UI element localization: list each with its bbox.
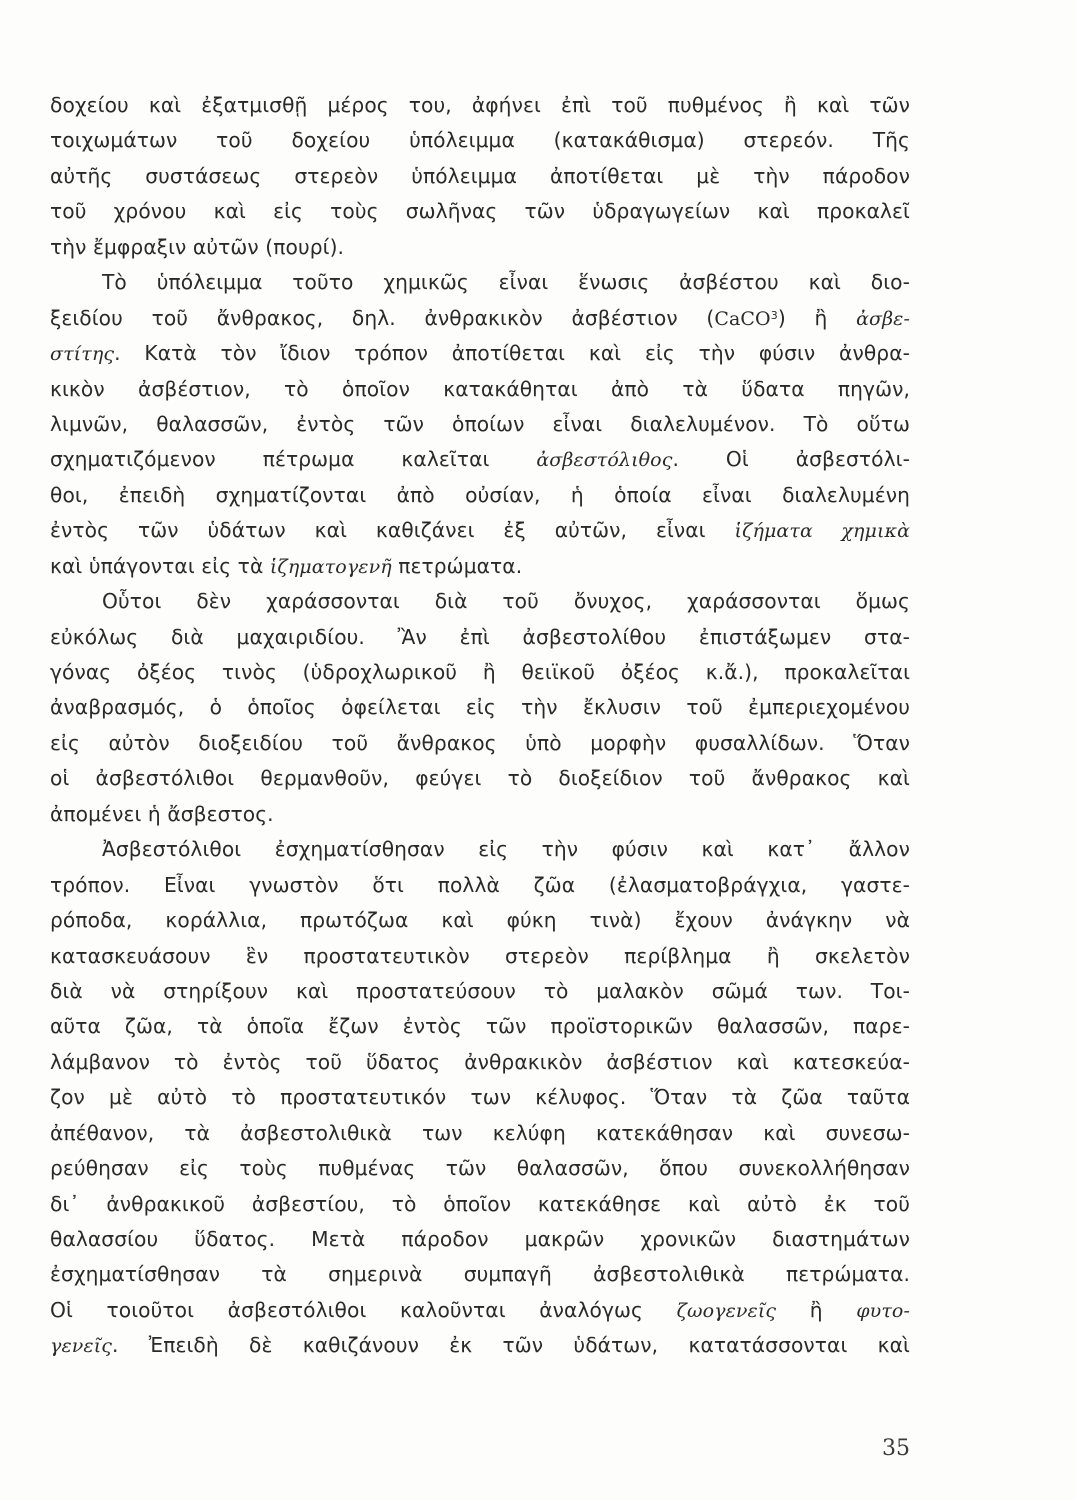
text-line: τρόπον. Εἶναι γνωστὸν ὅτι πολλὰ ζῶα (ἐλασματοβράγχια, γαστε- [50, 872, 910, 897]
italic-term: ἱζηματογενῆ [269, 555, 392, 578]
body-text [50, 88, 910, 1364]
italic-term: ἱζήματα χημικὰ [734, 520, 910, 543]
formula-superscript: 3 [770, 308, 778, 322]
italic-term: ἀσβεστόλιθος [536, 449, 673, 472]
text-line: τοιχωμάτων τοῦ δοχείου ὑπόλειμμα (κατακάθισμα) στερεόν. Τῆς [50, 128, 910, 153]
text-line: καὶ ὑπάγονται εἰς τὰ ἱζηματογενῆ πετρώματα. [50, 553, 523, 578]
text-line: οἱ ἀσβεστόλιθοι θερμανθοῦν, φεύγει τὸ διοξείδιον τοῦ ἄνθρακος καὶ [50, 766, 910, 791]
text-line: Οἱ τοιοῦτοι ἀσβεστόλιθοι καλοῦνται ἀναλόγως ζωογενεῖς ἢ φυτο- [50, 1297, 910, 1322]
paragraph-start-line: Τὸ ὑπόλειμμα τοῦτο χημικῶς εἶναι ἕνωσις ἀσβέστου καὶ διο- [102, 270, 910, 295]
italic-term: ἀσβε- [856, 307, 910, 330]
text-line: αὐτῆς συστάσεως στερεὸν ὑπόλειμμα ἀποτίθεται μὲ τὴν πάροδον [50, 163, 910, 188]
text-line: θαλασσίου ὕδατος. Μετὰ πάροδον μακρῶν χρονικῶν διαστημάτων [50, 1227, 910, 1251]
text-line: σχηματιζόμενον πέτρωμα καλεῖται ἀσβεστόλιθος. Οἱ ἀσβεστόλι- [50, 447, 910, 472]
text-line: ἐσχηματίσθησαν τὰ σημερινὰ συμπαγῆ ἀσβεστολιθικὰ πετρώματα. [50, 1262, 910, 1287]
italic-term: φυτο- [856, 1299, 910, 1322]
paragraph-start-line: Οὗτοι δὲν χαράσσονται διὰ τοῦ ὄνυχος, χαράσσονται ὅμως [102, 589, 910, 614]
text-line: αῦτα ζῶα, τὰ ὁποῖα ἔζων ἐντὸς τῶν προϊστορικῶν θαλασσῶν, παρε- [50, 1014, 910, 1039]
text-line: τὴν ἔμφραξιν αὐτῶν (πουρί). [50, 234, 345, 259]
paragraph-start-line: Ἀσβεστόλιθοι ἐσχηματίσθησαν εἰς τὴν φύσιν καὶ κατ᾽ ἄλλον [102, 837, 910, 862]
text-line: γενεῖς. Ἐπειδὴ δὲ καθιζάνουν ἐκ τῶν ὑδάτων, κατατάσσονται καὶ [50, 1333, 910, 1358]
text-line: τοῦ χρόνου καὶ εἰς τοὺς σωλῆνας τῶν ὑδραγωγείων καὶ προκαλεῖ [50, 199, 910, 224]
text-line: ρόποδα, κοράλλια, πρωτόζωα καὶ φύκη τινὰ) ἔχουν ἀνάγκην νὰ [50, 908, 910, 933]
text-line: δι᾽ ἀνθρακικοῦ ἀσβεστίου, τὸ ὁποῖον κατεκάθησε καὶ αὐτὸ ἐκ τοῦ [50, 1191, 910, 1216]
text-line: ἀπομένει ἡ ἄσβεστος. [50, 801, 274, 826]
text-line: κατασκευάσουν ἓν προστατευτικὸν στερεὸν περίβλημα ἢ σκελετὸν [50, 943, 910, 968]
text-line: στίτης. Κατὰ τὸν ἴδιον τρόπον ἀποτίθεται καὶ εἰς τὴν φύσιν ἀνθρα- [50, 341, 910, 366]
italic-term: γενεῖς [50, 1335, 112, 1358]
text-line: ζον μὲ αὐτὸ τὸ προστατευτικόν των κέλυφος. Ὅταν τὰ ζῶα ταῦτα [50, 1085, 910, 1110]
text-line: εὐκόλως διὰ μαχαιριδίου. Ἂν ἐπὶ ἀσβεστολίθου ἐπιστάξωμεν στα- [50, 624, 910, 649]
page-number: 35 [882, 1436, 910, 1461]
chemical-formula: CaCO [714, 307, 771, 330]
text-line: γόνας ὀξέος τινὸς (ὑδροχλωρικοῦ ἢ θειϊκοῦ ὀξέος κ.ἄ.), προκαλεῖται [50, 660, 910, 684]
text-line: δοχείου καὶ ἐξατμισθῇ μέρος του, ἀφήνει ἐπὶ τοῦ πυθμένος ἢ καὶ τῶν [50, 93, 910, 117]
text-line: λάμβανον τὸ ἐντὸς τοῦ ὕδατος ἀνθρακικὸν ἀσβέστιον καὶ κατεσκεύα- [50, 1049, 910, 1074]
italic-term: στίτης [50, 343, 115, 366]
text-line: ἀναβρασμός, ὁ ὁποῖος ὀφείλεται εἰς τὴν ἔκλυσιν τοῦ ἐμπεριεχομένου [50, 695, 910, 720]
text-line: ρεύθησαν εἰς τοὺς πυθμένας τῶν θαλασσῶν, ὅπου συνεκολλήθησαν [50, 1156, 910, 1181]
text-line: θοι, ἐπειδὴ σχηματίζονται ἀπὸ οὐσίαν, ἡ ὁποία εἶναι διαλελυμένη [50, 482, 910, 507]
text-line: ξειδίου τοῦ ἄνθρακος, δηλ. ἀνθρακικὸν ἀσβέστιον (CaCO$^3$) ἢ ἀσβε- [50, 305, 910, 330]
italic-term: ζωογενεῖς [676, 1299, 777, 1322]
text-line: ἐντὸς τῶν ὑδάτων καὶ καθιζάνει ἐξ αὐτῶν, εἶναι ἱζήματα χημικὰ [50, 518, 910, 543]
text-line: εἰς αὐτὸν διοξειδίου τοῦ ἄνθρακος ὑπὸ μορφὴν φυσαλλίδων. Ὅταν [50, 730, 910, 755]
text-line: ἀπέθανον, τὰ ἀσβεστολιθικὰ των κελύφη κατεκάθησαν καὶ συνεσω- [50, 1120, 910, 1145]
text-line: διὰ νὰ στηρίξουν καὶ προστατεύσουν τὸ μαλακὸν σῶμά των. Τοι- [50, 978, 910, 1003]
text-line: κικὸν ἀσβέστιον, τὸ ὁποῖον κατακάθηται ἀπὸ τὰ ὕδατα πηγῶν, [50, 376, 910, 401]
text-line: λιμνῶν, θαλασσῶν, ἐντὸς τῶν ὁποίων εἶναι διαλελυμένον. Τὸ οὕτω [50, 411, 910, 436]
